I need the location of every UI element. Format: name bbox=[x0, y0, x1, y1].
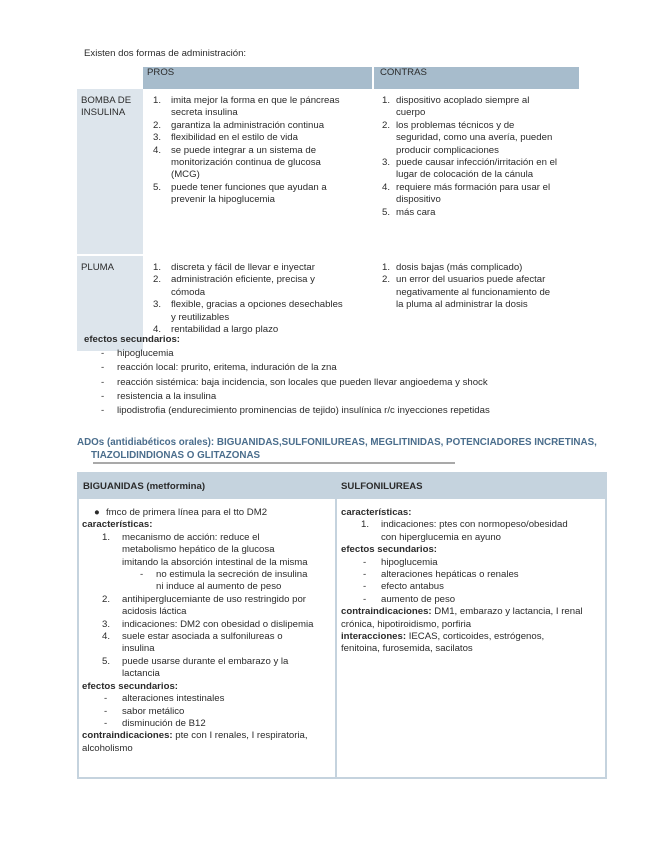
contraindicaciones-cont: alcoholismo bbox=[82, 742, 133, 754]
table-row bbox=[77, 89, 579, 255]
list-item: 2. administración eficiente, precisa y cómoda bbox=[153, 274, 315, 298]
bomba-pros bbox=[143, 89, 373, 255]
biguanidas-header: BIGUANIDAS (metformina) bbox=[79, 474, 335, 499]
caracteristicas-title: características: bbox=[82, 519, 153, 531]
list-item: 1. discreta y fácil de llevar e inyectar bbox=[153, 262, 315, 273]
list-item: 4. se puede integrar a un sistema de monitorización continua de glucosa (MCG) bbox=[153, 144, 321, 181]
intro-text: Existen dos formas de administración: bbox=[84, 48, 247, 59]
list-item: - sabor metálico bbox=[104, 705, 185, 717]
efectos-title: efectos secundarios: bbox=[341, 544, 437, 556]
list-item: - reacción local: prurito, eritema, induración de la zna bbox=[101, 362, 337, 374]
list-item: - hipoglucemia bbox=[101, 348, 174, 359]
list-item: 4. rentabilidad a largo plazo bbox=[153, 324, 279, 336]
row-label-pluma: PLUMA bbox=[77, 255, 143, 351]
list-item: 3. flexibilidad en el estilo de vida bbox=[153, 132, 298, 144]
list-item: - alteraciones intestinales bbox=[104, 693, 225, 705]
heading-underline bbox=[93, 462, 455, 464]
table-corner bbox=[77, 67, 143, 89]
list-item: ● fmco de primera línea para el tto DM2 bbox=[94, 507, 268, 518]
bomba-contras bbox=[373, 89, 579, 255]
drug-table bbox=[77, 472, 607, 779]
list-item: 1. indicaciones: ptes con normopeso/obesidad con hiperglucemia en ayuno bbox=[361, 519, 568, 543]
column-divider bbox=[335, 474, 337, 777]
interacciones-cont: fenitoina, furosemida, sacilatos bbox=[341, 643, 473, 655]
list-item: 5. puede tener funciones que ayudan a prevenir la hipoglucemia bbox=[153, 181, 327, 206]
biguanidas-content bbox=[82, 507, 332, 755]
sulfonilureas-header: SULFONILUREAS bbox=[337, 474, 605, 499]
interacciones: interacciones: IECAS, corticoides, estrógenos, bbox=[341, 631, 545, 643]
list-item: 2. antihiperglucemiante de uso restringido por acidosis láctica bbox=[102, 593, 306, 618]
list-item: - resistencia a la insulina bbox=[101, 390, 217, 402]
sub-list-item: - no estimula la secreción de insulina ni induce al aumento de peso bbox=[140, 569, 308, 593]
list-item: 2. un error del usuarios puede afectar negativamente al funcionamiento de la pluma al administrar la dosis bbox=[382, 274, 551, 311]
list-item: - hipoglucemia bbox=[363, 556, 438, 568]
list-item: - lipodistrofia (endurecimiento prominencias de tejido) insulínica r/c inyecciones repetidas bbox=[101, 405, 490, 417]
list-item: - reacción sistémica: baja incidencia, son locales que pueden llevar angioedema y shock bbox=[101, 376, 488, 388]
list-item: - alteraciones hepáticas o renales bbox=[363, 569, 519, 581]
pros-header: PROS bbox=[143, 67, 373, 89]
list-item: 1. mecanismo de acción: reduce el metabolismo hepático de la glucosa imitando la absorción intestinal de la misma bbox=[102, 531, 308, 568]
list-item: - efecto antabus bbox=[363, 581, 444, 593]
contraindicaciones: contraindicaciones: DM1, embarazo y lactancia, I renal bbox=[341, 606, 583, 618]
sulfonilureas-content bbox=[341, 507, 603, 656]
list-item: 4. requiere más formación para usar el dispositivo bbox=[382, 181, 551, 206]
list-item: 1. imita mejor la forma en que le páncreas secreta insulina bbox=[153, 95, 340, 119]
caracteristicas-title: características: bbox=[341, 507, 412, 518]
contras-header: CONTRAS bbox=[373, 67, 579, 89]
efectos-list bbox=[77, 348, 597, 419]
list-item: - aumento de peso bbox=[363, 593, 456, 605]
list-item: 1. dispositivo acoplado siempre al cuerpo bbox=[382, 95, 530, 119]
ados-heading: ADOs (antidiabéticos orales): BIGUANIDAS,SULFONILUREAS, MEGLITINIDAS, POTENCIADORES INCRETINAS, TIAZOLIDINDIONAS O GLITAZONAS bbox=[77, 437, 597, 461]
list-item: 1. dosis bajas (más complicado) bbox=[382, 262, 523, 273]
list-item: 3. indicaciones: DM2 con obesidad o dislipemia bbox=[102, 618, 314, 630]
pluma-contras bbox=[373, 255, 579, 351]
contraindicaciones: contraindicaciones: pte con I renales, I respiratoria, bbox=[82, 730, 308, 742]
contraindicaciones-cont: crónica, hipotiroidismo, porfiria bbox=[341, 618, 472, 630]
row-label-bomba: BOMBA DE INSULINA bbox=[77, 89, 143, 255]
administration-table bbox=[77, 67, 579, 351]
list-item: 4. suele estar asociada a sulfonilureas o insulina bbox=[102, 631, 283, 655]
list-item: 3. puede causar infección/irritación en el lugar de colocación de la cánula bbox=[382, 157, 558, 181]
list-item: 2. garantiza la administración continua bbox=[153, 119, 325, 131]
list-item: 2. los problemas técnicos y de seguridad, como una avería, pueden producir complicaciones bbox=[382, 119, 553, 156]
list-item: 5. más cara bbox=[382, 206, 436, 218]
list-item: - disminución de B12 bbox=[104, 717, 206, 729]
list-item: 5. puede usarse durante el embarazo y la lactancia bbox=[102, 655, 289, 680]
efectos-title: efectos secundarios: bbox=[84, 334, 180, 345]
list-item: 3. flexible, gracias a opciones desechables y reutilizables bbox=[153, 299, 343, 323]
efectos-title: efectos secundarios: bbox=[82, 680, 178, 692]
